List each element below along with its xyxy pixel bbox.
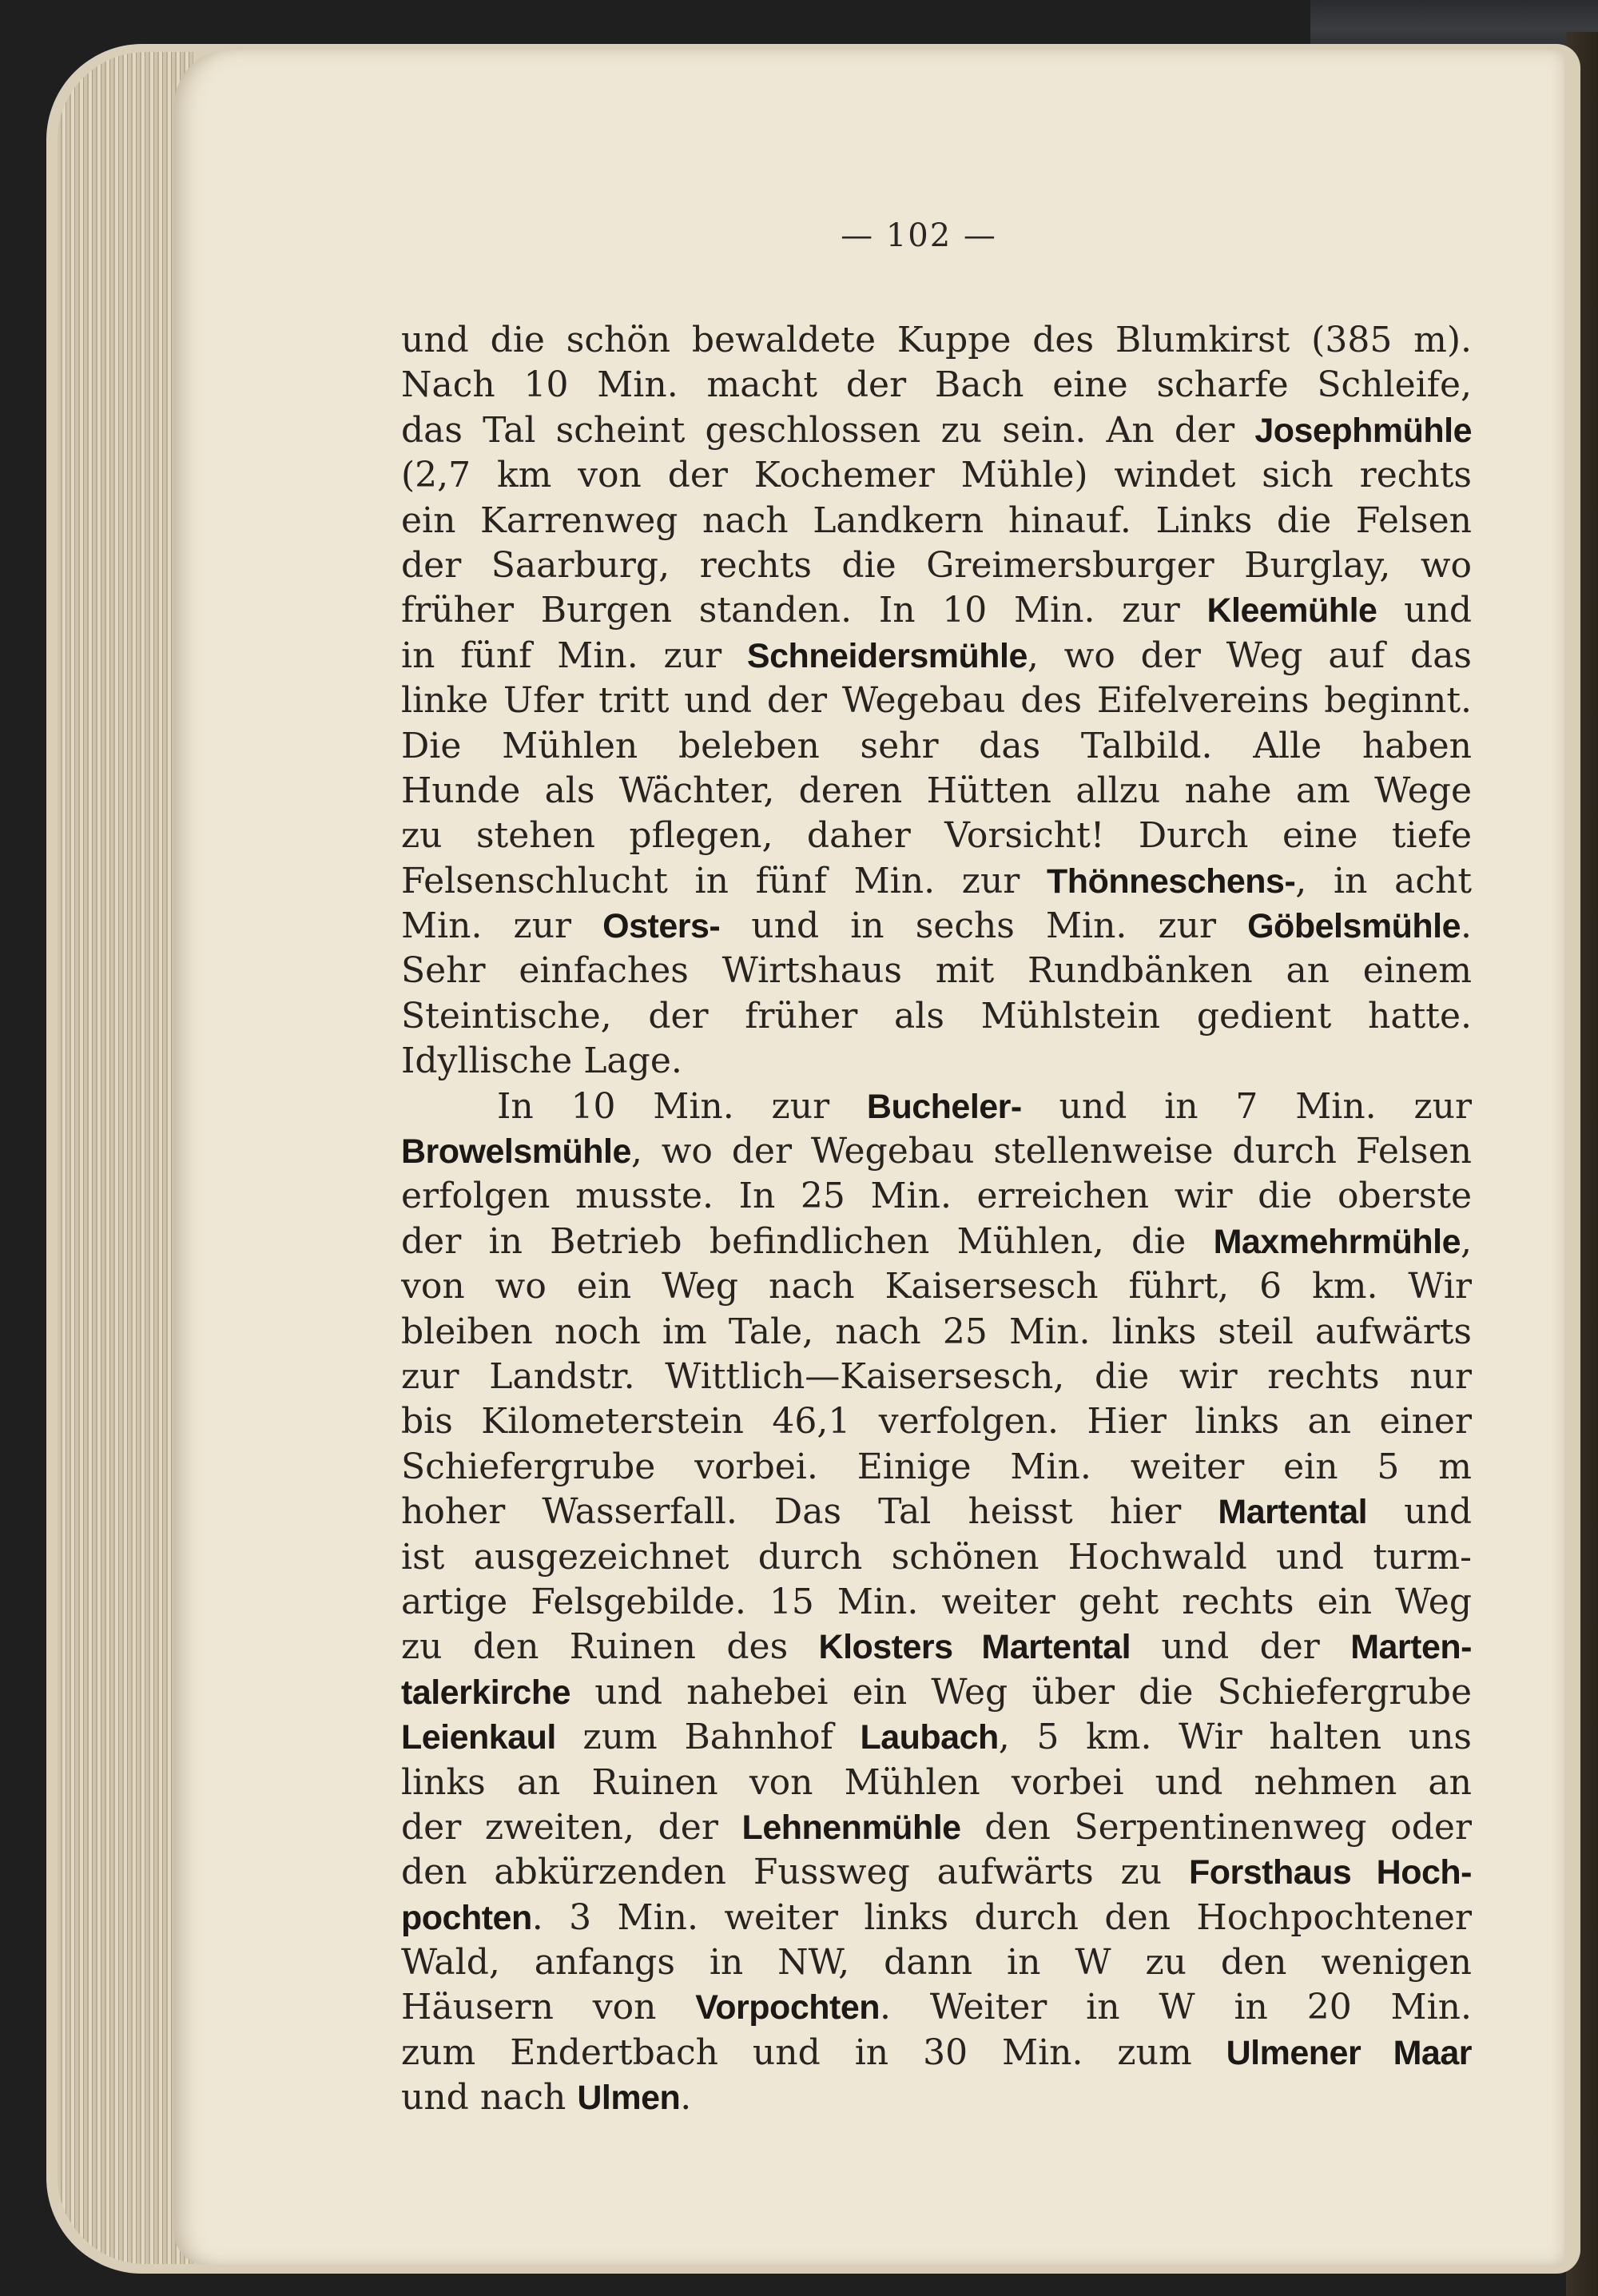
text-line <box>401 318 1472 363</box>
text-run: . 3 Min. weiter links durch den Hochpochtener <box>531 1896 1472 1938</box>
text-run: zu stehen pflegen, daher Vorsicht! Durch eine tiefe <box>401 815 1472 857</box>
text-run: Die Mühlen beleben sehr das Talbild. Alle haben <box>401 725 1472 766</box>
text-line <box>401 1355 1472 1399</box>
place-name: Thönneschens- <box>1047 861 1296 901</box>
place-name: Kleemühle <box>1206 591 1377 631</box>
text-run: Felsenschlucht in fünf Min. zur <box>401 860 1047 901</box>
place-name: Lehnenmühle <box>741 1808 961 1847</box>
text-run: der zweiten, der <box>401 1806 742 1848</box>
place-name: Leienkaul <box>401 1718 556 1757</box>
text-line <box>401 363 1472 408</box>
text-run: , <box>1461 1220 1472 1262</box>
text-line <box>401 1445 1472 1490</box>
text-line <box>401 634 1472 678</box>
place-name: talerkirche <box>401 1673 571 1712</box>
text-line <box>401 1761 1472 1805</box>
text-line <box>401 1805 1472 1850</box>
text-run: und <box>1377 590 1472 631</box>
text-run: der in Betrieb befindlichen Mühlen, die <box>401 1220 1214 1262</box>
place-name: Vorpochten <box>695 1988 880 2027</box>
text-run: und in 7 Min. zur <box>1021 1085 1472 1127</box>
text-run: und <box>1367 1491 1472 1533</box>
text-run: , wo der Weg auf das <box>1027 635 1472 676</box>
text-run: ein Karrenweg nach Landkern hinauf. Links die Felsen <box>401 499 1472 541</box>
text-run: Idyllische Lage. <box>401 1041 682 1082</box>
text-run: zum Endertbach und in 30 Min. zum <box>401 2031 1226 2073</box>
text-line <box>401 453 1472 498</box>
text-run: . Weiter in W in 20 Min. <box>880 1987 1472 2028</box>
text-line <box>401 1896 1472 1940</box>
text-line <box>401 2031 1472 2075</box>
text-line <box>401 1174 1472 1219</box>
text-run: bleiben noch im Tale, nach 25 Min. links steil aufwärts <box>401 1311 1472 1352</box>
text-line <box>401 1129 1472 1174</box>
text-line <box>401 859 1472 904</box>
text-run: früher Burgen standen. In 10 Min. zur <box>401 590 1207 631</box>
text-run: ist ausgezeichnet durch schönen Hochwald und turm- <box>401 1536 1472 1578</box>
text-run: In 10 Min. zur <box>497 1085 867 1127</box>
text-line <box>401 408 1472 453</box>
text-run: den Serpentinenweg oder <box>960 1806 1472 1848</box>
text-line <box>401 1625 1472 1669</box>
text-run: . <box>680 2077 692 2119</box>
text-run: hoher Wasserfall. Das Tal heisst hier <box>401 1491 1218 1533</box>
text-line <box>401 2075 1472 2120</box>
page-number: — 102 — <box>841 217 997 254</box>
place-name: Ulmen <box>577 2079 681 2118</box>
text-line <box>401 1940 1472 1985</box>
text-run: von wo ein Weg nach Kaisersesch führt, 6 km. Wir <box>401 1266 1472 1307</box>
book-cover-edge <box>1310 0 1598 48</box>
text-line <box>401 1084 1472 1129</box>
text-line <box>401 499 1472 543</box>
text-run: in fünf Min. zur <box>401 635 747 676</box>
text-run: Wald, anfangs in NW, dann in W zu den wenigen <box>401 1942 1472 1984</box>
place-name: Klosters Martental <box>818 1628 1131 1667</box>
place-name: Bucheler- <box>866 1087 1022 1126</box>
text-line <box>401 1264 1472 1309</box>
text-run: das Tal scheint geschlossen zu sein. An der <box>401 409 1255 451</box>
text-run: erfolgen musste. In 25 Min. erreichen wir die oberste <box>401 1176 1472 1217</box>
text-line <box>401 1039 1472 1084</box>
text-line <box>401 1399 1472 1444</box>
text-line <box>401 1670 1472 1715</box>
text-line <box>401 1985 1472 2030</box>
text-run: und nach <box>401 2077 578 2119</box>
text-run: Hunde als Wächter, deren Hütten allzu nahe am Wege <box>401 770 1472 811</box>
place-name: Forsthaus Hoch- <box>1188 1853 1472 1892</box>
text-run: , 5 km. Wir halten uns <box>998 1717 1472 1758</box>
text-run: zum Bahnhof <box>555 1717 861 1758</box>
text-run: artige Felsgebilde. 15 Min. weiter geht rechts ein Weg <box>401 1581 1472 1622</box>
text-run: bis Kilometerstein 46,1 verfolgen. Hier links an einer <box>401 1401 1472 1442</box>
text-run: , in acht <box>1295 860 1472 901</box>
text-run: der Saarburg, rechts die Greimersburger Burglay, wo <box>401 544 1472 586</box>
place-name: Ulmener Maar <box>1226 2033 1472 2072</box>
text-line <box>401 1715 1472 1760</box>
text-run: zur Landstr. Wittlich—Kaisersesch, die wir rechts nur <box>401 1355 1472 1397</box>
text-run: links an Ruinen von Mühlen vorbei und nehmen an <box>401 1761 1472 1803</box>
text-run: den abkürzenden Fussweg aufwärts zu <box>401 1852 1189 1893</box>
place-name: pochten <box>401 1898 532 1937</box>
text-run: und in sechs Min. zur <box>720 905 1248 947</box>
place-name: Osters- <box>602 907 721 946</box>
text-run: . <box>1461 905 1472 947</box>
text-line <box>401 1220 1472 1264</box>
text-run: Sehr einfaches Wirtshaus mit Rundbänken an einem <box>401 950 1472 992</box>
text-run: Nach 10 Min. macht der Bach eine scharfe Schleife, <box>401 364 1472 406</box>
place-name: Schneidersmühle <box>746 636 1028 675</box>
text-run: Häusern von <box>401 1987 696 2028</box>
text-line <box>401 724 1472 769</box>
text-run: Steintische, der früher als Mühlstein gedient hatte. <box>401 995 1472 1037</box>
text-line <box>401 1535 1472 1580</box>
text-line <box>401 678 1472 723</box>
text-run: und der <box>1131 1626 1351 1668</box>
text-line <box>401 949 1472 993</box>
place-name: Göbelsmühle <box>1247 907 1461 946</box>
text-line <box>401 1580 1472 1625</box>
text-run: und nahebei ein Weg über die Schiefergrube <box>570 1671 1472 1713</box>
place-name: Laubach <box>860 1718 999 1757</box>
place-name: Josephmühle <box>1254 411 1472 450</box>
text-line <box>401 1310 1472 1355</box>
text-run: zu den Ruinen des <box>401 1626 819 1668</box>
text-line <box>401 904 1472 949</box>
place-name: Marten- <box>1350 1628 1472 1667</box>
text-line <box>401 1850 1472 1895</box>
text-run: Min. zur <box>401 905 603 947</box>
text-run: (2,7 km von der Kochemer Mühle) windet sich rechts <box>401 455 1472 496</box>
place-name: Browelsmühle <box>401 1132 631 1172</box>
text-line <box>401 814 1472 858</box>
text-line <box>401 1490 1472 1534</box>
text-run: Schiefergrube vorbei. Einige Min. weiter ein 5 m <box>401 1446 1472 1487</box>
text-run: , wo der Wegebau stellenweise durch Felsen <box>630 1131 1472 1172</box>
text-run: und die schön bewaldete Kuppe des Blumkirst (385 m). <box>401 320 1472 360</box>
body-text <box>401 318 1472 2121</box>
place-name: Martental <box>1218 1493 1368 1532</box>
text-line <box>401 994 1472 1039</box>
place-name: Maxmehrmühle <box>1213 1222 1461 1261</box>
text-line <box>401 543 1472 588</box>
text-run: linke Ufer tritt und der Wegebau des Eifelvereins beginnt. <box>401 680 1472 722</box>
text-line <box>401 769 1472 814</box>
text-line <box>401 588 1472 633</box>
